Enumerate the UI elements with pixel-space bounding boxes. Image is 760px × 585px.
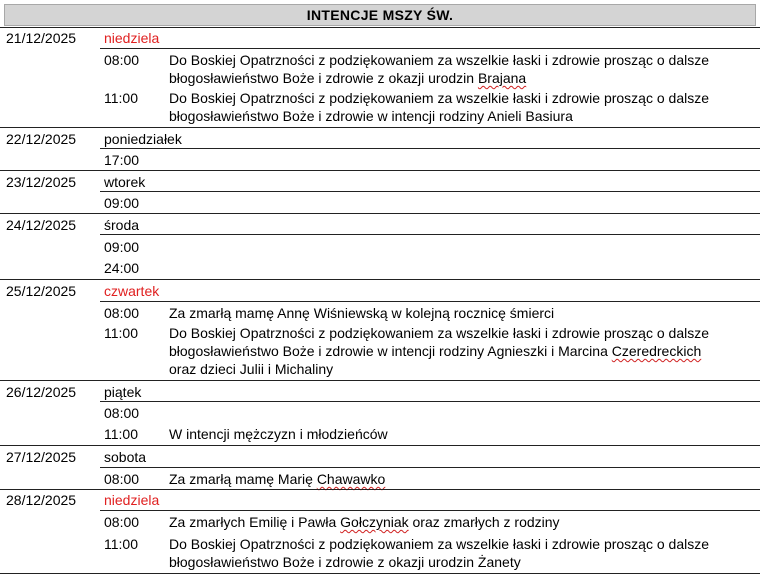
row-separator — [100, 301, 760, 302]
day-name: wtorek — [104, 174, 146, 190]
day-date: 25/12/2025 — [6, 283, 77, 299]
mass-intention — [169, 470, 754, 488]
day-name: piątek — [104, 384, 142, 400]
row-separator — [100, 148, 760, 149]
row-separator — [100, 401, 760, 402]
mass-time: 11:00 — [104, 90, 138, 106]
row-separator — [100, 467, 760, 468]
intention-line: oraz dzieci Julii i Michaliny — [169, 361, 334, 377]
mass-time: 11:00 — [104, 536, 138, 552]
intention-line: Do Boskiej Opatrzności z podziękowaniem za wszelkie łaski i zdrowie prosząc o dalsze — [169, 536, 710, 552]
day-name: czwartek — [104, 283, 160, 299]
day-separator — [0, 213, 760, 214]
day-separator — [0, 489, 760, 490]
intention-line — [169, 69, 754, 87]
day-separator — [0, 380, 760, 381]
intention-text: Za zmarłych Emilię i Pawła — [169, 514, 341, 530]
intention-text: błogosławieństwo Boże i zdrowie w intencji rodziny Agnieszki i Marcina — [169, 343, 612, 359]
day-name: niedziela — [104, 30, 160, 46]
intention-text: Za zmarłą mamę Marię — [169, 471, 317, 487]
mass-time: 09:00 — [104, 239, 140, 255]
mass-time: 08:00 — [104, 305, 140, 321]
mass-intention — [169, 513, 754, 531]
intention-name: Gołczyniak — [340, 514, 409, 530]
mass-time: 08:00 — [104, 471, 140, 487]
day-date: 27/12/2025 — [6, 449, 77, 465]
mass-time: 08:00 — [104, 52, 140, 68]
intention-name: Chawawko — [316, 471, 386, 487]
day-name: sobota — [104, 449, 147, 465]
intention-line: Do Boskiej Opatrzności z podziękowaniem za wszelkie łaski i zdrowie prosząc o dalsze — [169, 90, 710, 106]
intention-line: błogosławieństwo Boże i zdrowie w intencji rodziny Anieli Basiura — [169, 108, 573, 124]
mass-intention: W intencji mężczyzn i młodzieńców — [169, 426, 388, 442]
mass-time: 11:00 — [104, 325, 138, 341]
mass-time: 24:00 — [104, 260, 140, 276]
mass-time: 11:00 — [104, 426, 138, 442]
mass-intention: Za zmarłą mamę Annę Wiśniewską w kolejną rocznicę śmierci — [169, 305, 555, 321]
mass-time: 17:00 — [104, 152, 140, 168]
day-name: poniedziałek — [104, 131, 182, 147]
day-separator — [0, 27, 760, 28]
intention-line: błogosławieństwo Boże i zdrowie z okazji urodzin Żanety — [169, 554, 521, 570]
mass-intention — [169, 535, 754, 571]
row-separator — [100, 510, 760, 511]
intention-text: błogosławieństwo Boże i zdrowie z okazji urodzin — [169, 70, 478, 86]
mass-time: 08:00 — [104, 514, 140, 530]
day-date: 21/12/2025 — [6, 30, 77, 46]
day-date: 26/12/2025 — [6, 384, 77, 400]
intention-line: Do Boskiej Opatrzności z podziękowaniem za wszelkie łaski i zdrowie prosząc o dalsze — [169, 52, 710, 68]
day-date: 28/12/2025 — [6, 492, 77, 508]
page-title: INTENCJE MSZY ŚW. — [4, 4, 756, 26]
intention-text: oraz zmarłych z rodziny — [408, 514, 560, 530]
table-bottom-border — [0, 573, 760, 574]
day-date: 24/12/2025 — [6, 217, 77, 233]
mass-intention — [169, 324, 754, 378]
day-date: 23/12/2025 — [6, 174, 77, 190]
day-separator — [0, 127, 760, 128]
day-separator — [0, 279, 760, 280]
row-separator — [100, 191, 760, 192]
mass-intention — [169, 89, 754, 125]
mass-intention — [169, 51, 754, 87]
intention-name: Brajana — [477, 70, 527, 86]
row-separator — [100, 48, 760, 49]
row-separator — [100, 234, 760, 235]
intention-name: Czeredreckich — [611, 343, 702, 359]
intention-line: Do Boskiej Opatrzności z podziękowaniem za wszelkie łaski i zdrowie prosząc o dalsze — [169, 325, 710, 341]
day-date: 22/12/2025 — [6, 131, 77, 147]
intention-line — [169, 342, 754, 360]
day-name: niedziela — [104, 492, 160, 508]
day-separator — [0, 170, 760, 171]
day-separator — [0, 445, 760, 446]
mass-time: 09:00 — [104, 195, 140, 211]
day-name: środa — [104, 217, 140, 233]
mass-time: 08:00 — [104, 405, 140, 421]
